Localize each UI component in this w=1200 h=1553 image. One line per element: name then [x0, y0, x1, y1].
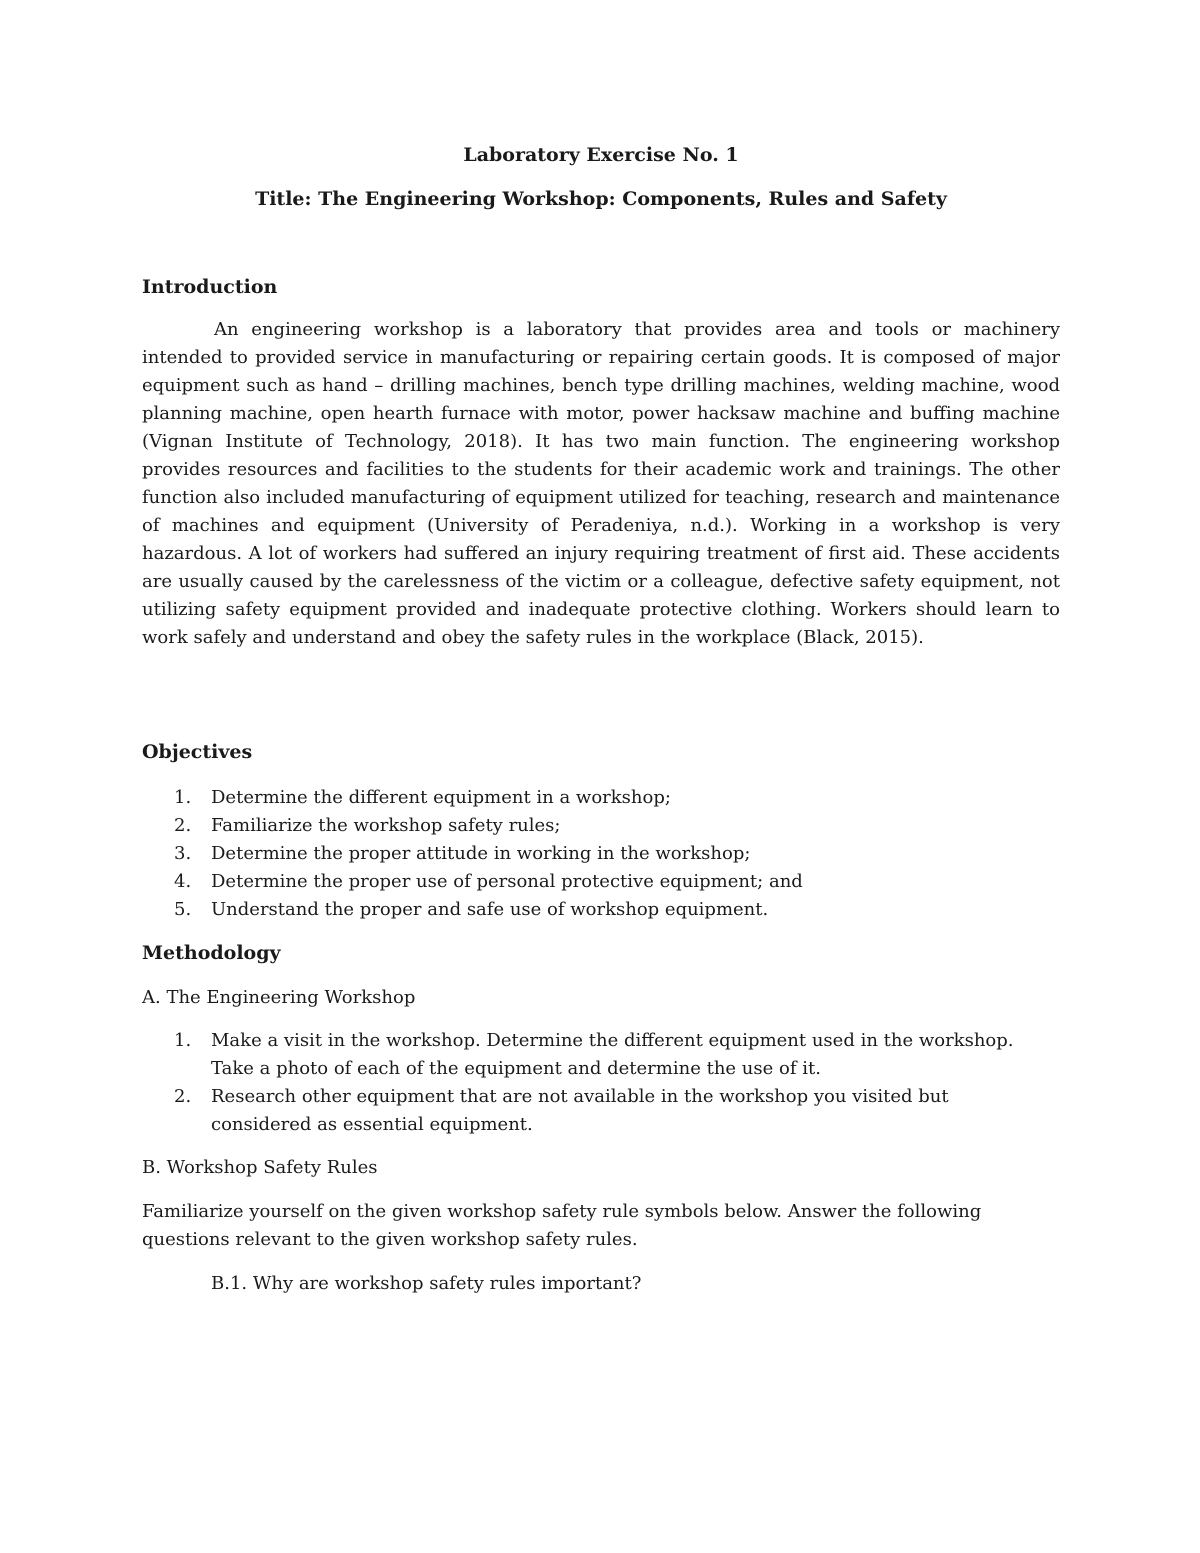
- part-a-list: [142, 1027, 1060, 1139]
- list-number: 1.: [174, 1030, 192, 1051]
- list-item: [142, 1027, 1060, 1083]
- list-item: [142, 1083, 1060, 1139]
- list-text: Familiarize the workshop safety rules;: [211, 815, 561, 836]
- part-b-label: B. Workshop Safety Rules: [142, 1157, 378, 1178]
- part-b-instructions: Familiarize yourself on the given workshop safety rule symbols below. Answer the following questions relevant to the given workshop safety rules.: [142, 1201, 982, 1250]
- list-item: [142, 840, 1060, 868]
- part-a-label: A. The Engineering Workshop: [142, 987, 416, 1008]
- objectives-heading: Objectives: [142, 741, 253, 763]
- list-number: 2.: [174, 1086, 192, 1107]
- document-page: [142, 0, 1060, 1553]
- methodology-heading: Methodology: [142, 942, 281, 964]
- list-item: [142, 784, 1060, 812]
- list-number: 4.: [174, 871, 192, 892]
- exercise-heading: Laboratory Exercise No. 1: [463, 144, 739, 166]
- list-item: [142, 812, 1060, 840]
- document-title: Title: The Engineering Workshop: Components, Rules and Safety: [255, 188, 947, 210]
- list-number: 3.: [174, 843, 192, 864]
- list-text: Research other equipment that are not available in the workshop you visited but considered as essential equipment.: [211, 1086, 949, 1135]
- list-item: [142, 896, 1060, 924]
- introduction-paragraph: An engineering workshop is a laboratory that provides area and tools or machinery intended to provided service in manufacturing or repairing certain goods. It is composed of major equipment such as hand – drilling machines, bench type drilling machines, welding machine, wood planning machine, open hearth furnace with motor, power hacksaw machine and buffing machine (Vignan Institute of Technology, 2018). It has two main function. The engineering workshop provides resources and facilities to the students for their academic work and trainings. The other function also included manufacturing of equipment utilized for teaching, research and maintenance of machines and equipment (University of Peradeniya, n.d.). Working in a workshop is very hazardous. A lot of workers had suffered an injury requiring treatment of first aid. These accidents are usually caused by the carelessness of the victim or a colleague, defective safety equipment, not utilizing safety equipment provided and inadequate protective clothing. Workers should learn to work safely and understand and obey the safety rules in the workplace (Black, 2015).: [142, 319, 1060, 648]
- list-number: 2.: [174, 815, 192, 836]
- list-number: 1.: [174, 787, 192, 808]
- list-text: Make a visit in the workshop. Determine the different equipment used in the workshop. Take a photo of each of the equipment and determine the use of it.: [211, 1030, 1014, 1079]
- introduction-heading: Introduction: [142, 276, 278, 298]
- list-item: [142, 868, 1060, 896]
- list-text: Understand the proper and safe use of workshop equipment.: [211, 899, 769, 920]
- question-b1: B.1. Why are workshop safety rules important?: [211, 1273, 642, 1294]
- objectives-list: [142, 784, 1060, 924]
- list-text: Determine the proper use of personal protective equipment; and: [211, 871, 803, 892]
- list-number: 5.: [174, 899, 192, 920]
- list-text: Determine the proper attitude in working in the workshop;: [211, 843, 751, 864]
- list-text: Determine the different equipment in a workshop;: [211, 787, 671, 808]
